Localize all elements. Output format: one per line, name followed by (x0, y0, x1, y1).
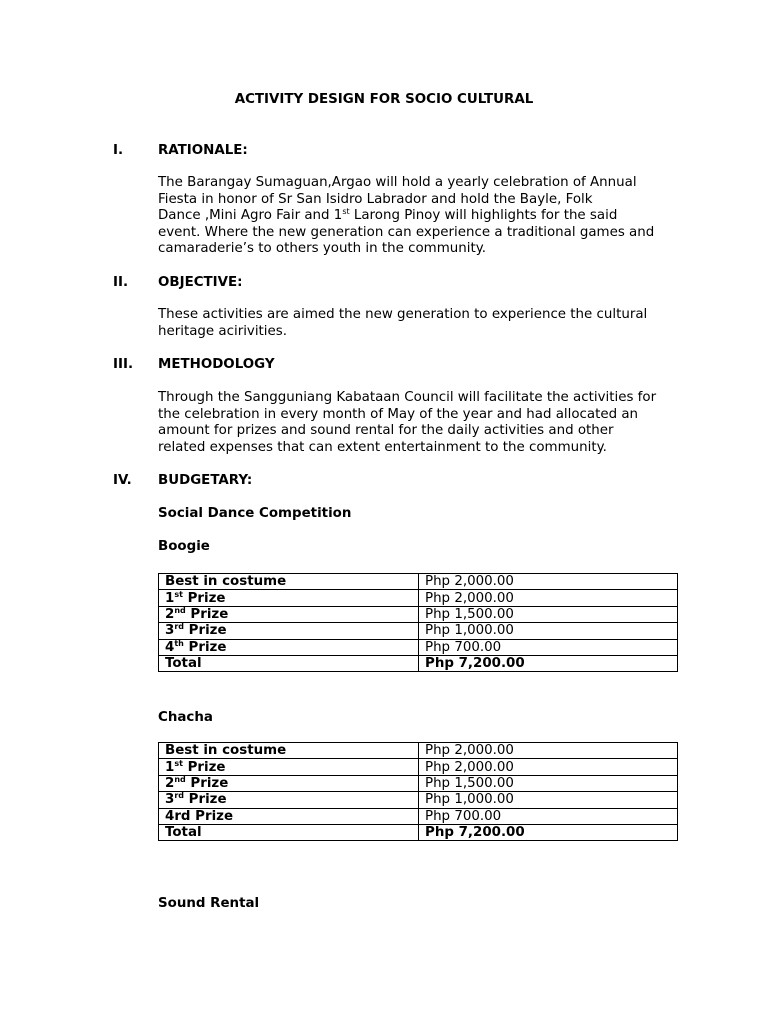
section-number-4: IV. (113, 473, 132, 488)
row-amount: Php 1,500.00 (419, 775, 678, 791)
table-row (159, 824, 678, 840)
chacha-heading: Chacha (158, 710, 213, 725)
row-amount: Php 1,000.00 (419, 792, 678, 808)
competition-heading: Social Dance Competition (158, 506, 352, 521)
row-label: 4rd Prize (159, 808, 419, 824)
row-amount: Php 2,000.00 (419, 574, 678, 590)
section-heading-rationale: RATIONALE: (158, 143, 248, 158)
row-label: 1st Prize (159, 759, 419, 775)
chacha-budget-table (158, 742, 678, 841)
table-row (159, 759, 678, 775)
rationale-line: camaraderie’s to others youth in the community. (158, 241, 486, 257)
row-label: 2nd Prize (159, 775, 419, 791)
rationale-line: event. Where the new generation can experience a traditional games and (158, 224, 655, 240)
methodology-line: Through the Sangguniang Kabataan Council will facilitate the activities for (158, 390, 657, 405)
row-amount: Php 7,200.00 (419, 824, 678, 840)
row-amount: Php 700.00 (419, 639, 678, 655)
row-label: Best in costume (159, 743, 419, 759)
rationale-line: The Barangay Sumaguan,Argao will hold a yearly celebration of Annual (158, 175, 637, 190)
row-amount: Php 700.00 (419, 808, 678, 824)
objective-line: heritage acirivities. (158, 323, 288, 339)
rationale-line: Fiesta in honor of Sr San Isidro Labrador and hold the Bayle, Folk (158, 191, 593, 207)
row-label: 4th Prize (159, 639, 419, 655)
table-row (159, 623, 678, 639)
row-label: Best in costume (159, 574, 419, 590)
row-label: 2nd Prize (159, 606, 419, 622)
row-amount: Php 2,000.00 (419, 743, 678, 759)
table-row (159, 775, 678, 791)
table-row (159, 574, 678, 590)
rationale-paragraph (158, 175, 688, 258)
row-label: 3rd Prize (159, 792, 419, 808)
section-number-3: III. (113, 357, 134, 372)
row-amount: Php 2,000.00 (419, 590, 678, 606)
section-number-1: I. (113, 143, 124, 158)
table-row (159, 655, 678, 671)
row-label: 3rd Prize (159, 623, 419, 639)
methodology-line: related expenses that can extent entertainment to the community. (158, 439, 607, 455)
table-row (159, 606, 678, 622)
row-label: 1st Prize (159, 590, 419, 606)
sound-rental-heading: Sound Rental (158, 896, 260, 911)
objective-paragraph (158, 307, 688, 340)
section-number-2: II. (113, 275, 129, 290)
methodology-line: the celebration in every month of May of the year and had allocated an (158, 406, 639, 422)
row-amount: Php 1,000.00 (419, 623, 678, 639)
table-row (159, 639, 678, 655)
table-row (159, 792, 678, 808)
row-label: Total (159, 655, 419, 671)
table-row (159, 808, 678, 824)
document-title: ACTIVITY DESIGN FOR SOCIO CULTURAL (234, 92, 534, 107)
boogie-heading: Boogie (158, 539, 210, 554)
section-heading-objective: OBJECTIVE: (158, 275, 243, 290)
boogie-budget-table (158, 573, 678, 672)
methodology-paragraph (158, 390, 688, 456)
table-row (159, 743, 678, 759)
section-heading-budgetary: BUDGETARY: (158, 473, 253, 488)
table-row (159, 590, 678, 606)
row-amount: Php 7,200.00 (419, 655, 678, 671)
objective-line: These activities are aimed the new generation to experience the cultural (158, 307, 648, 322)
row-amount: Php 1,500.00 (419, 606, 678, 622)
rationale-line: Dance ,Mini Agro Fair and 1st Larong Pinoy will highlights for the said (158, 207, 618, 224)
row-amount: Php 2,000.00 (419, 759, 678, 775)
methodology-line: amount for prizes and sound rental for the daily activities and other (158, 423, 614, 439)
row-label: Total (159, 824, 419, 840)
section-heading-methodology: METHODOLOGY (158, 357, 275, 372)
